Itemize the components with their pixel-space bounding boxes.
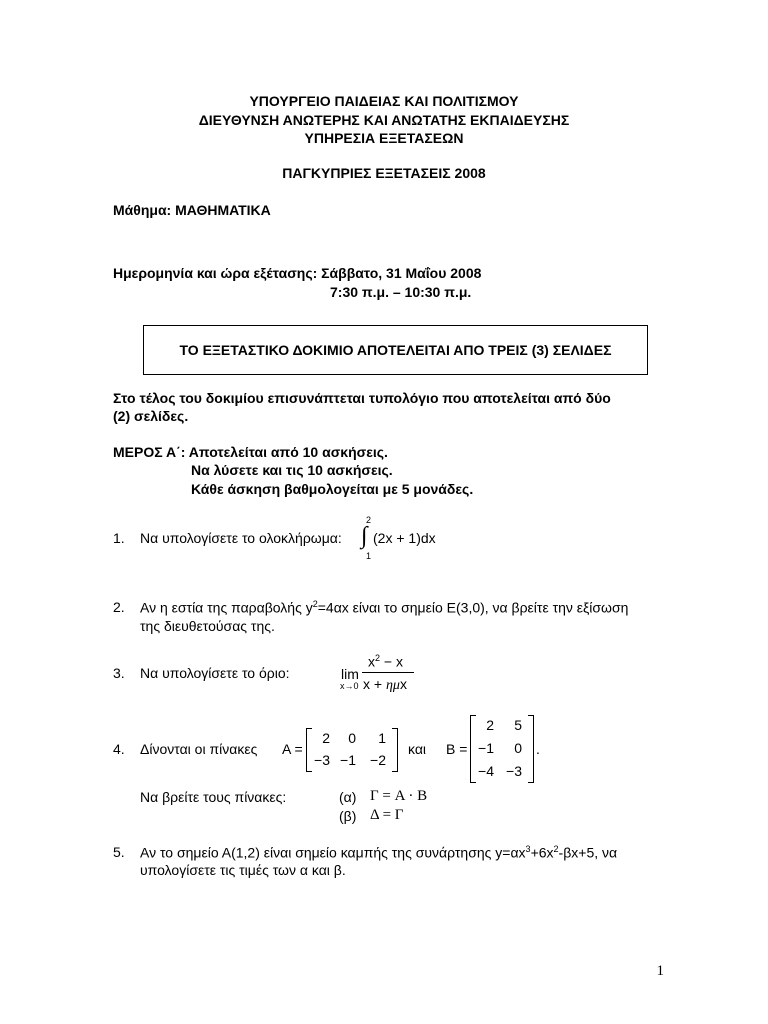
matrix-b-cell: −1 bbox=[478, 740, 494, 756]
matrix-a-right-bracket bbox=[392, 728, 398, 772]
matrix-a-cell: −1 bbox=[340, 752, 356, 768]
integral-sign: ∫ bbox=[361, 523, 368, 549]
numerator-x: x bbox=[368, 653, 375, 670]
matrix-period: . bbox=[536, 741, 540, 757]
q5-number: 5. bbox=[113, 844, 125, 860]
q2-exponent: 2 bbox=[312, 599, 318, 609]
numerator-rest: − x bbox=[380, 653, 403, 670]
q4-part-b-expression: Δ = Γ bbox=[370, 807, 404, 823]
and-word: και bbox=[408, 741, 427, 757]
part-title: ΜΕΡΟΣ Α΄: Αποτελείται από 10 ασκήσεις. bbox=[113, 444, 388, 460]
matrix-b-label: B = bbox=[446, 741, 468, 757]
q2-text-b: =4αx είναι το σημείο Ε(3,0), να βρείτε την εξίσωση bbox=[317, 599, 629, 616]
q1-expression: (2x + 1)dx bbox=[373, 530, 436, 546]
exam-title: ΠΑΓΚΥΠΡΙΕΣ ΕΞΕΤΑΣΕΙΣ 2008 bbox=[282, 165, 486, 181]
lim-label: lim bbox=[341, 666, 359, 682]
q5-exponent-2: 2 bbox=[553, 844, 559, 854]
subject-line: Μάθημα: ΜΑΘΗΜΑΤΙΚΑ bbox=[113, 202, 271, 218]
q1-upper-limit: 2 bbox=[366, 515, 372, 525]
matrix-a-cell: −2 bbox=[370, 752, 386, 768]
q1-text: Να υπολογίσετε το ολοκλήρωμα: bbox=[140, 530, 342, 546]
q2-text-a: Αν η εστία της παραβολής y bbox=[140, 599, 313, 616]
q1-number: 1. bbox=[113, 530, 125, 546]
q4-part-b-label: (β) bbox=[339, 808, 357, 824]
q5-exponent-1: 3 bbox=[525, 844, 531, 854]
ministry-title: ΥΠΟΥΡΓΕΙΟ ΠΑΙΔΕΙΑΣ ΚΑΙ ΠΟΛΙΤΙΣΜΟΥ bbox=[249, 93, 519, 109]
denominator-a: x + bbox=[363, 676, 386, 692]
q5-text-line-1 bbox=[140, 844, 617, 861]
q2-text-line-2: της διευθετούσας της. bbox=[140, 618, 275, 634]
pages-notice-text: ΤΟ ΕΞΕΤΑΣΤΙΚΟ ΔΟΚΙΜΙΟ ΑΠΟΤΕΛΕΙΤΑΙ ΑΠΟ ΤΡΕΙΣ (3) ΣΕΛΙΔΕΣ bbox=[179, 342, 612, 358]
matrix-a-cell: −3 bbox=[314, 752, 330, 768]
matrix-a-label: A = bbox=[282, 741, 303, 757]
q4-part-a-expression: Γ = A · B bbox=[370, 788, 428, 804]
numerator-exponent: 2 bbox=[375, 653, 381, 663]
matrix-a bbox=[306, 728, 398, 772]
matrix-b-cell: −3 bbox=[506, 763, 522, 779]
matrix-b-right-bracket bbox=[528, 715, 534, 783]
matrix-b-cell: 5 bbox=[514, 717, 522, 733]
time-line: 7:30 π.μ. – 10:30 π.μ. bbox=[330, 284, 472, 300]
denominator-eta-mu: ημ bbox=[385, 678, 400, 693]
q4-find-text: Να βρείτε τους πίνακες: bbox=[140, 789, 287, 805]
matrix-b-cell: 2 bbox=[486, 717, 494, 733]
matrix-b-cell: −4 bbox=[478, 763, 494, 779]
note-line-2: (2) σελίδες. bbox=[113, 408, 189, 424]
q5-text-a: Αν το σημείο Α(1,2) είναι σημείο καμπής της συνάρτησης y=αx bbox=[140, 844, 526, 861]
denominator-x: x bbox=[399, 676, 407, 692]
lim-subscript: x→0 bbox=[340, 681, 359, 691]
page-number: 1 bbox=[656, 963, 664, 979]
matrix-a-cell: 0 bbox=[348, 730, 356, 746]
pages-notice-box bbox=[143, 325, 648, 375]
matrix-b bbox=[470, 715, 534, 783]
q3-number: 3. bbox=[113, 665, 125, 681]
q2-number: 2. bbox=[113, 599, 125, 615]
part-line-2: Να λύσετε και τις 10 ασκήσεις. bbox=[191, 462, 393, 478]
q4-part-a-label: (α) bbox=[339, 789, 357, 805]
q3-text: Να υπολογίσετε το όριο: bbox=[140, 665, 290, 681]
q5-text-line-2: υπολογίσετε τις τιμές των α και β. bbox=[140, 862, 346, 878]
q4-number: 4. bbox=[113, 741, 125, 757]
service-title: ΥΠΗΡΕΣΙΑ ΕΞΕΤΑΣΕΩΝ bbox=[304, 130, 464, 146]
note-line-1: Στο τέλος του δοκιμίου επισυνάπτεται τυπολόγιο που αποτελείται από δύο bbox=[113, 390, 611, 406]
q3-fraction-bar bbox=[362, 672, 414, 673]
date-line: Ημερομηνία και ώρα εξέτασης: Σάββατο, 31 Μαΐου 2008 bbox=[113, 265, 482, 281]
q1-lower-limit: 1 bbox=[366, 551, 372, 561]
q5-text-c: -βx+5, να bbox=[558, 844, 618, 861]
q4-text: Δίνονται οι πίνακες bbox=[140, 741, 258, 757]
part-line-3: Κάθε άσκηση βαθμολογείται με 5 μονάδες. bbox=[191, 481, 474, 497]
matrix-b-cell: 0 bbox=[514, 740, 522, 756]
matrix-a-cell: 2 bbox=[322, 730, 330, 746]
directorate-title: ΔΙΕΥΘΥΝΣΗ ΑΝΩΤΕΡΗΣ ΚΑΙ ΑΝΩΤΑΤΗΣ ΕΚΠΑΙΔΕΥΣΗΣ bbox=[198, 112, 570, 128]
q2-text-line-1 bbox=[140, 599, 628, 616]
q5-text-b: +6x bbox=[530, 844, 554, 861]
q3-numerator bbox=[368, 653, 403, 670]
matrix-a-cell: 1 bbox=[378, 730, 386, 746]
q3-denominator bbox=[363, 676, 407, 694]
